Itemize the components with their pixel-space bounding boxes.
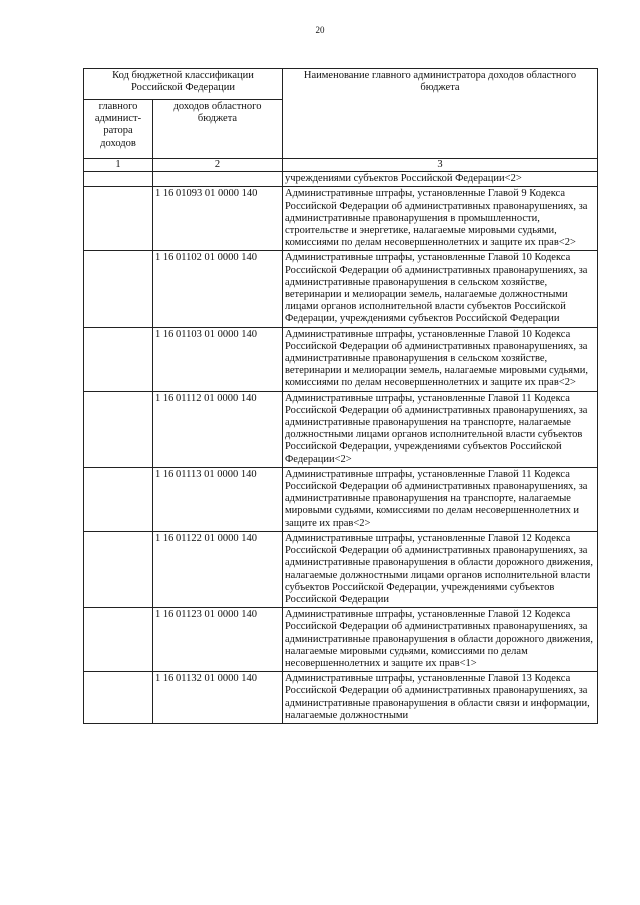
description-cell: Административные штрафы, установленные Главой 11 Кодекса Российской Федерации об административных правонарушениях, за административные правонарушения на транспорте, налагаемые мировыми судьями, комиссиями по делам несовершеннолетних и защите их прав<2>: [283, 467, 598, 531]
header-name-column: Наименование главного администратора доходов областного бюджета: [283, 69, 598, 159]
admin-code-cell: [84, 672, 153, 724]
column-number-1: 1: [84, 159, 153, 172]
revenue-code-cell: 1 16 01132 01 0000 140: [153, 672, 283, 724]
table-row: [84, 672, 598, 724]
admin-code-cell: [84, 391, 153, 467]
description-cell: Административные штрафы, установленные Главой 11 Кодекса Российской Федерации об административных правонарушениях, за административные правонарушения на транспорте, налагаемые должностными лицами органов исполнительной власти субъектов Российской Федерации, учреждениями субъектов Российской Федерации<2>: [283, 391, 598, 467]
description-cell: Административные штрафы, установленные Главой 12 Кодекса Российской Федерации об административных правонарушениях, за административные правонарушения в области дорожного движения, налагаемые мировыми судьями, комиссиями по делам несовершеннолетних и защите их прав<1>: [283, 608, 598, 672]
column-number-3: 3: [283, 159, 598, 172]
admin-code-cell: [84, 187, 153, 251]
table-row: [84, 172, 598, 187]
budget-classification-table: [83, 68, 598, 724]
description-cell: Административные штрафы, установленные Главой 12 Кодекса Российской Федерации об административных правонарушениях, за административные правонарушения в области дорожного движения, налагаемые должностными лицами органов исполнительной власти субъектов Российской Федерации, учреждениями субъектов Российской Федерации: [283, 531, 598, 607]
header-budget-classification: Код бюджетной классификации Российской Федерации: [84, 69, 283, 100]
revenue-code-cell: 1 16 01102 01 0000 140: [153, 251, 283, 327]
table-row: [84, 187, 598, 251]
revenue-code-cell: 1 16 01112 01 0000 140: [153, 391, 283, 467]
admin-code-cell: [84, 327, 153, 391]
revenue-code-cell: 1 16 01113 01 0000 140: [153, 467, 283, 531]
admin-code-cell: [84, 531, 153, 607]
admin-code-cell: [84, 467, 153, 531]
table-row: [84, 251, 598, 327]
table-row: [84, 391, 598, 467]
description-cell: Административные штрафы, установленные Главой 10 Кодекса Российской Федерации об административных правонарушениях, за административные правонарушения в сельском хозяйстве, ветеринарии и мелиорации земель, налагаемые мировыми судьями, комиссиями по делам несовершеннолетних и защите их прав<2>: [283, 327, 598, 391]
column-number-2: 2: [153, 159, 283, 172]
header-regional-budget-revenue: доходов областного бюджета: [153, 100, 283, 159]
table-row: [84, 327, 598, 391]
table-row: [84, 531, 598, 607]
admin-code-cell: [84, 172, 153, 187]
admin-code-cell: [84, 608, 153, 672]
description-cell: Административные штрафы, установленные Главой 10 Кодекса Российской Федерации об административных правонарушениях, за административные правонарушения в сельском хозяйстве, ветеринарии и мелиорации земель, налагаемые должностными лицами органов исполнительной власти субъектов Российской Федерации, учреждениями субъектов Российской Федерации: [283, 251, 598, 327]
description-cell: Административные штрафы, установленные Главой 9 Кодекса Российской Федерации об административных правонарушениях, за административные правонарушения в промышленности, строительстве и энергетике, налагаемые мировыми судьями, комиссиями по делам несовершеннолетних и защите их прав<2>: [283, 187, 598, 251]
table-row: [84, 608, 598, 672]
header-main-administrator: главного админист-ратора доходов: [84, 100, 153, 159]
page-number: 20: [315, 25, 325, 35]
revenue-code-cell: 1 16 01122 01 0000 140: [153, 531, 283, 607]
description-cell: Административные штрафы, установленные Главой 13 Кодекса Российской Федерации об административных правонарушениях, за административные правонарушения в области связи и информации, налагаемые должностными: [283, 672, 598, 724]
description-cell: учреждениями субъектов Российской Федерации<2>: [283, 172, 598, 187]
revenue-code-cell: 1 16 01103 01 0000 140: [153, 327, 283, 391]
table-row: [84, 467, 598, 531]
admin-code-cell: [84, 251, 153, 327]
revenue-code-cell: 1 16 01123 01 0000 140: [153, 608, 283, 672]
revenue-code-cell: 1 16 01093 01 0000 140: [153, 187, 283, 251]
revenue-code-cell: [153, 172, 283, 187]
